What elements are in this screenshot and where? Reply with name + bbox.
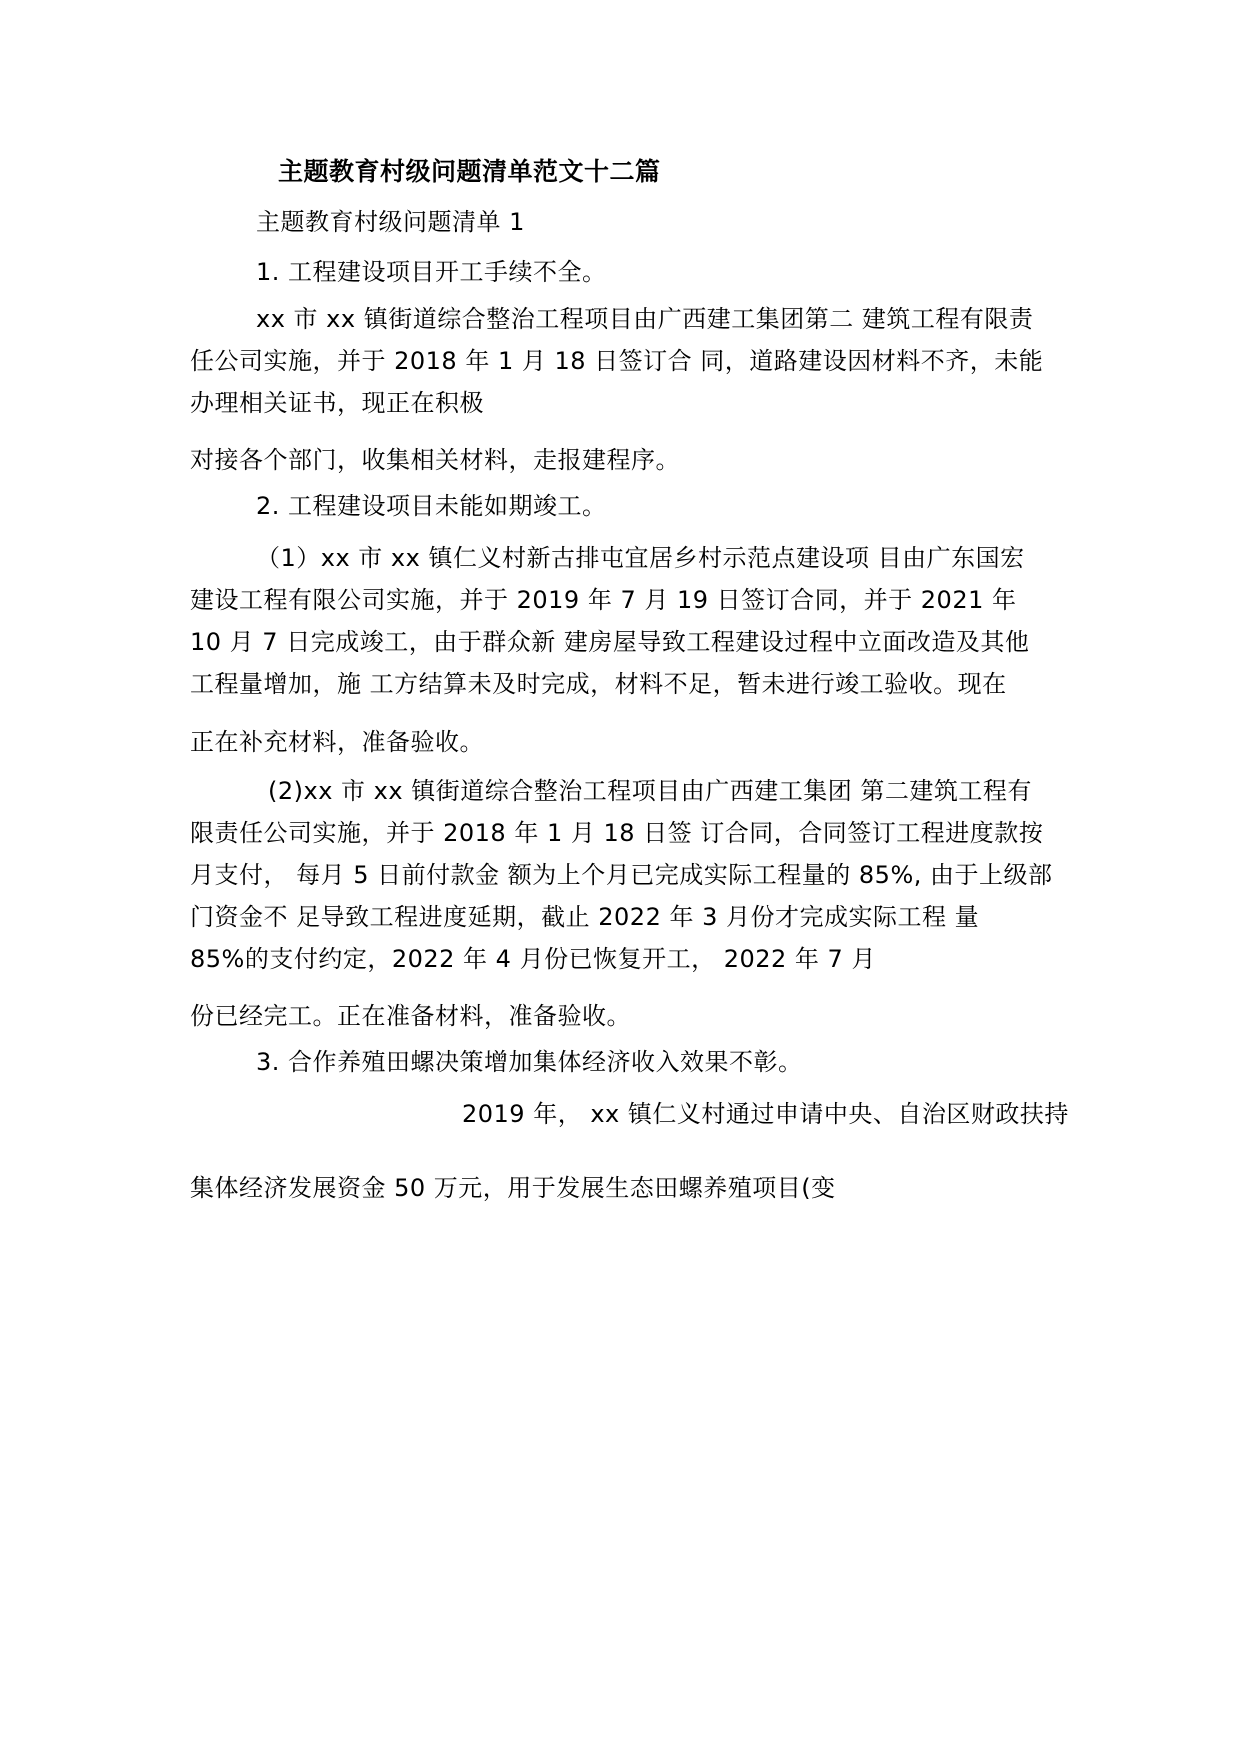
item3-heading: 3. 合作养殖田螺决策增加集体经济收入效果不彰。	[256, 1048, 803, 1076]
item2-sub1-line: 工程量增加，施 工方结算未及时完成，材料不足，暂未进行竣工验收。现在	[190, 670, 1007, 698]
item2-sub2-line: 限责任公司实施，并于 2018 年 1 月 18 日签 订合同，合同签订工程进度款按	[190, 819, 1044, 847]
item3-para-line: 集体经济发展资金 50 万元，用于发展生态田螺养殖项目(变	[190, 1174, 836, 1202]
item2-sub2-line: (2)xx 市 xx 镇街道综合整治工程项目由广西建工集团 第二建筑工程有	[268, 777, 1032, 805]
item1-para-line: xx 市 xx 镇街道综合整治工程项目由广西建工集团第二 建筑工程有限责	[256, 305, 1034, 333]
item2-sub2-line: 月支付， 每月 5 日前付款金 额为上个月已完成实际工程量的 85%, 由于上级部	[190, 861, 1053, 889]
item1-para-line: 办理相关证书，现正在积极	[190, 389, 484, 417]
item2-sub1-line: 建设工程有限公司实施，并于 2019 年 7 月 19 日签订合同，并于 2021 年	[190, 586, 1017, 614]
item2-sub1-line: 正在补充材料，准备验收。	[190, 728, 484, 756]
item2-heading: 2. 工程建设项目未能如期竣工。	[256, 492, 607, 520]
item1-heading: 1. 工程建设项目开工手续不全。	[256, 258, 607, 286]
item2-sub1-line: （1）xx 市 xx 镇仁义村新古排屯宜居乡村示范点建设项 目由广东国宏	[256, 544, 1025, 572]
document-subtitle: 主题教育村级问题清单 1	[256, 208, 525, 236]
item1-para-line: 任公司实施，并于 2018 年 1 月 18 日签订合 同，道路建设因材料不齐，未能	[190, 347, 1044, 375]
item2-sub2-line: 份已经完工。正在准备材料，准备验收。	[190, 1002, 631, 1030]
item2-sub2-line: 85%的支付约定，2022 年 4 月份已恢复开工， 2022 年 7 月	[190, 945, 876, 973]
item2-sub2-line: 门资金不 足导致工程进度延期，截止 2022 年 3 月份才完成实际工程 量	[190, 903, 980, 931]
document-title: 主题教育村级问题清单范文十二篇	[278, 157, 661, 186]
item2-sub1-line: 10 月 7 日完成竣工，由于群众新 建房屋导致工程建设过程中立面改造及其他	[190, 628, 1030, 656]
item3-para-line: 2019 年， xx 镇仁义村通过申请中央、自治区财政扶持	[462, 1100, 1069, 1128]
item1-para-line: 对接各个部门，收集相关材料，走报建程序。	[190, 446, 680, 474]
